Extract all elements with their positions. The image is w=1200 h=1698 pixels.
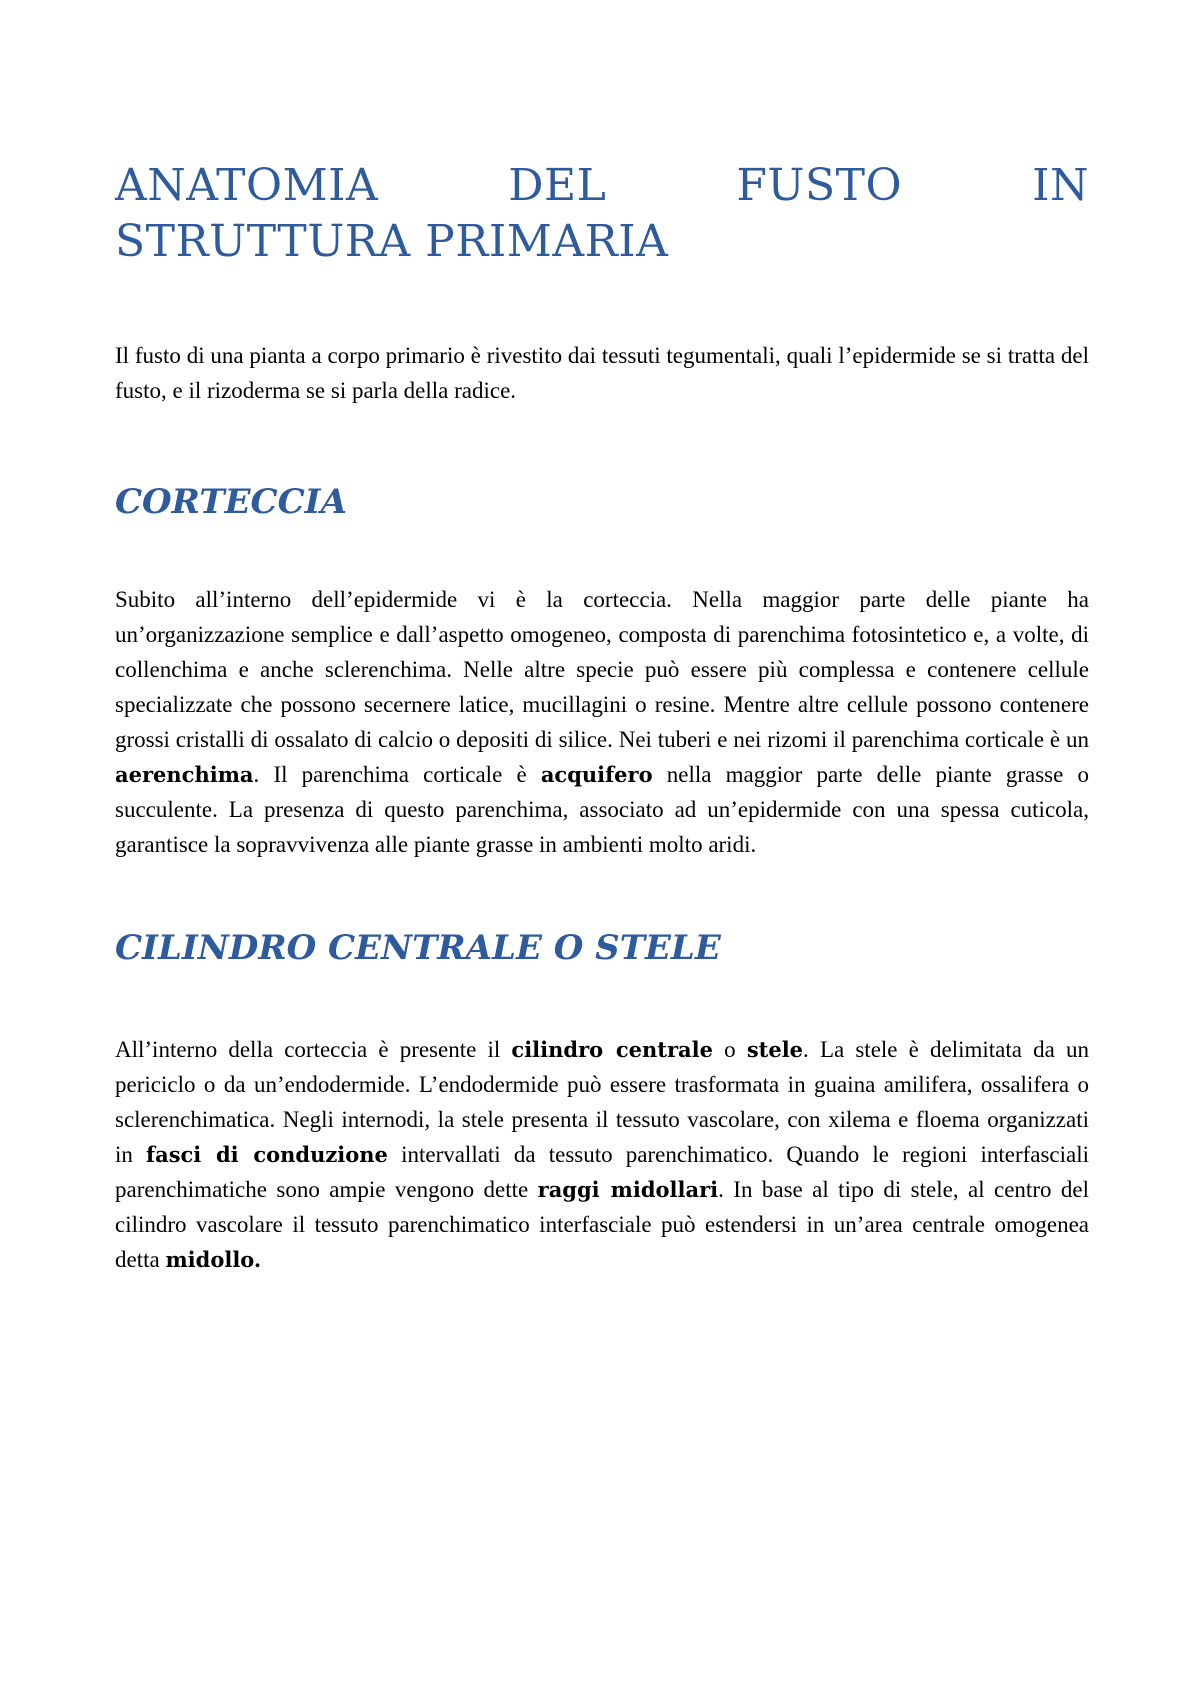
bold-term: cilindro centrale — [511, 1037, 713, 1062]
title-word: DEL — [508, 160, 607, 211]
title-word: ANATOMIA — [115, 160, 379, 211]
cilindro-paragraph — [115, 1032, 1089, 1277]
corteccia-paragraph — [115, 582, 1089, 862]
bold-term: acquifero — [540, 762, 653, 787]
section-heading-corteccia: CORTECCIA — [115, 482, 347, 522]
title-line-1 — [115, 158, 1089, 214]
title-line-2: STRUTTURA PRIMARIA — [115, 216, 669, 267]
bold-term: raggi midollari — [537, 1177, 719, 1202]
paragraph-text: o — [713, 1037, 747, 1062]
title-word: IN — [1032, 160, 1089, 211]
paragraph-text: . Il parenchima corticale è — [253, 762, 541, 787]
document-body — [115, 158, 1089, 1277]
bold-term: stele — [746, 1037, 804, 1062]
paragraph-text: . In base al tipo di stele, al centro del cilindro vascolare il tessuto parenchimatico interfasciale può estendersi in un’area centrale omogenea detta — [115, 1177, 1090, 1272]
paragraph-text: intervallati da tessuto parenchimatico. Quando le regioni interfasciali parenchimatiche sono ampie vengono dette — [115, 1142, 1090, 1202]
paragraph-text: All’interno della corteccia è presente il — [115, 1037, 512, 1062]
paragraph-text: . La stele è delimitata da un periciclo o da un’endodermide. L’endodermide può essere trasformata in guaina amilifera, ossalifera o sclerenchimatica. Negli internodi, la stele presenta il tessuto vascolare, con xilema e floema organizzati in — [115, 1037, 1089, 1167]
paragraph-text: nella maggior parte delle piante grasse o succulente. La presenza di questo parenchima, associato ad un’epidermide con una spessa cuticola, garantisce la sopravvivenza alle piante grasse in ambienti molto aridi. — [115, 762, 1089, 857]
bold-term: midollo. — [165, 1247, 262, 1272]
bold-term: aerenchima — [115, 762, 254, 787]
title-word: FUSTO — [736, 160, 903, 211]
page-title — [115, 158, 1089, 270]
section-heading-cilindro: CILINDRO CENTRALE O STELE — [115, 928, 721, 968]
paragraph-text: Subito all’interno dell’epidermide vi è la corteccia. Nella maggior parte delle piante ha un’organizzazione semplice e dall’aspetto omogeneo, composta di parenchima fotosintetico e, a volte, di collenchima e anche sclerenchima. Nelle altre specie può essere più complessa e contenere cellule specializzate che possono secernere latice, mucillagini o resine. Mentre altre cellule possono contenere grossi cristalli di ossalato di calcio o depositi di silice. Nei tuberi e nei rizomi il parenchima corticale è un — [115, 587, 1089, 752]
bold-term: fasci di conduzione — [146, 1142, 388, 1167]
intro-paragraph: Il fusto di una pianta a corpo primario è rivestito dai tessuti tegumentali, quali l’epidermide se si tratta del fusto, e il rizoderma se si parla della radice. — [115, 343, 1089, 403]
